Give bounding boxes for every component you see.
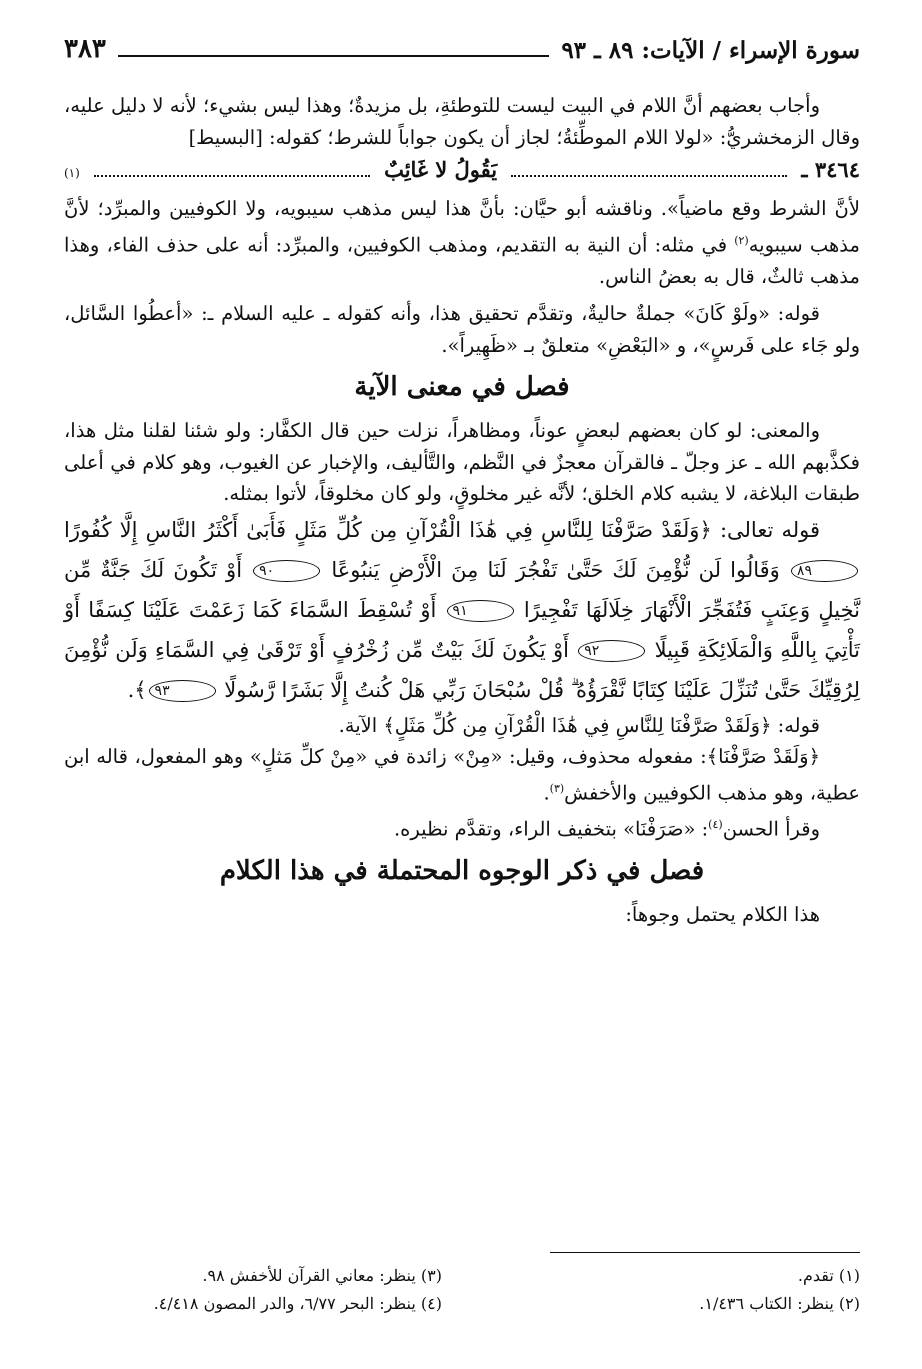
text-run: : «صَرَفْنَا» بتخفيف الراء، وتقدَّم نظيره. — [393, 817, 709, 840]
quran-segment: وَقَالُوا لَن نُّؤْمِنَ لَكَ حَتَّىٰ تَفْجُرَ لَنَا مِنَ الْأَرْضِ يَنبُوعًا — [331, 557, 780, 582]
text-run: ﴾. — [127, 677, 147, 702]
paragraph — [64, 741, 860, 809]
dotted-leader — [94, 175, 370, 177]
text-run: لأنَّ الشرط وقع ماضياً». وناقشه أبو حيَّان: بأنَّ هذا ليس مذهب سيبويه، ولا الكوفيين والمبرِّد؛ لأنَّ مذهب سيبويه — [64, 197, 860, 256]
text-run: . — [543, 781, 550, 804]
book-page — [64, 30, 860, 1350]
quran-passage — [64, 510, 860, 710]
paragraph — [64, 809, 860, 845]
poetry-verse — [64, 157, 860, 183]
verse-text: يَقُولُ لا غَائِبٌ — [384, 157, 498, 182]
quran-segment: أَوْ تُسْقِطَ السَّمَاءَ كَمَا زَعَمْتَ عَلَيْنَا كِسَفًا أَوْ تَأْتِيَ بِاللَّهِ وَالْمَلَائِكَةِ قَبِيلًا — [64, 597, 860, 662]
quran-segment: أَوْ تَكُونَ لَكَ جَنَّةٌ مِّن نَّخِيلٍ وَعِنَبٍ فَتُفَجِّرَ الْأَنْهَارَ خِلَالَهَا تَفْجِيرًا — [64, 557, 860, 622]
ayah-number: ٩٢ — [578, 640, 645, 662]
text-run: وقرأ الحسن — [722, 817, 820, 840]
footnotes-grid — [64, 1265, 860, 1315]
footnote: (١) تقدم. — [797, 1266, 860, 1285]
section-heading: فصل في معنى الآية — [354, 372, 570, 402]
dotted-leader — [511, 175, 787, 177]
footnote-marker: (٤) — [708, 817, 723, 831]
paragraph: قوله: ﴿وَلَقَدْ صَرَّفْنَا لِلنَّاسِ فِي هَٰذَا الْقُرْآنِ مِن كُلِّ مَثَلٍ﴾ الآية. — [338, 713, 820, 737]
paragraph: هذا الكلام يحتمل وجوهاً: — [625, 902, 820, 926]
ayah-number: ٩٠ — [253, 560, 320, 582]
ayah-number: ٩٣ — [149, 680, 216, 702]
quran-segment: وَلَقَدْ صَرَّفْنَا لِلنَّاسِ فِي هَٰذَا الْقُرْآنِ مِن كُلِّ مَثَلٍ فَأَبَىٰ أَكْثَرُ النَّاسِ إِلَّا كُفُورًا — [64, 517, 700, 542]
ayah-number: ٩١ — [447, 600, 514, 622]
page-number: ٣٨٣ — [64, 34, 106, 64]
footnote-marker: (٢) — [734, 233, 749, 247]
header-rule — [118, 55, 549, 57]
footnote: (٣) ينظر: معاني القرآن للأخفش ٩٨. — [202, 1266, 442, 1285]
footnote-marker: (٣) — [549, 781, 565, 795]
footnote: (٤) ينظر: البحر ٦/٧٧، والدر المصون ٤/٤١٨. — [153, 1294, 442, 1313]
paragraph: والمعنى: لو كان بعضهم لبعضٍ عوناً، ومظاهراً، نزلت حين قال الكفَّار: ولو شئنا لقلنا مثل هذا، فكذَّبهم الله ـ عز وجلّ ـ فالقرآن معجزٌ في النَّظم، والتَّأليف، والإخبار عن الغيوب، وهو كلام في أعلى طبقات البلاغة، لا يشبه كلام الخلق؛ لأنَّه غير مخلوقٍ، ولو كان مخلوقاً، لأتوا بمثله. — [64, 419, 860, 505]
page-header — [64, 30, 860, 64]
footnote: (٢) ينظر: الكتاب ١/٤٣٦. — [699, 1294, 860, 1313]
running-title: سورة الإسراء / الآيات: ٨٩ ـ ٩٣ — [561, 37, 860, 64]
footnotes-block — [64, 1252, 860, 1315]
text-run: قوله تعالى: ﴿ — [699, 517, 821, 542]
footnote-rule — [550, 1252, 860, 1253]
paragraph: وأجاب بعضهم أنَّ اللام في البيت ليست للتوطئةِ، بل مزيدةٌ؛ وهذا ليس بشيء؛ لأنه لا دليل عليه، وقال الزمخشريُّ: «لولا اللام الموطِّئةُ؛ لجاز أن يكون جواباً للشرط؛ كقوله: [البسيط] — [64, 94, 860, 149]
section-heading: فصل في ذكر الوجوه المحتملة في هذا الكلام — [219, 855, 705, 886]
footnote-marker: (١) — [63, 166, 80, 180]
text-run: ﴿وَلَقَدْ صَرَّفْنَا﴾: مفعوله محذوف، وقيل: «مِنْ» زائدة في «مِنْ كلِّ مَثلٍ» وهو المفعول، قاله ابن عطية، وهو مذهب الكوفيين والأخفش — [64, 745, 860, 804]
page-body — [64, 90, 860, 930]
text-run: في مثله: أن النية به التقديم، ومذهب الكوفيين، والمبرِّد: أنه على حذف الفاء، وهذا مذهب ثالثٌ، قال به بعضُ الناس. — [64, 233, 860, 288]
paragraph: قوله: «ولَوْ كَانَ» جملةٌ حاليةٌ، وتقدَّم تحقيق هذا، وأنه كقوله ـ عليه السلام ـ: «أعطُوا السَّائل، ولو جَاء على فَرسٍ»، و «البَعْضِ» متعلقٌ بـ «ظَهِيراً». — [64, 302, 860, 357]
quran-segment: أَوْ يَكُونَ لَكَ بَيْتٌ مِّن زُخْرُفٍ أَوْ تَرْقَىٰ فِي السَّمَاءِ وَلَن نُّؤْمِنَ لِرُقِيِّكَ حَتَّىٰ تُنَزِّلَ عَلَيْنَا كِتَابًا نَّقْرَؤُهُ ۗ قُلْ سُبْحَانَ رَبِّي هَلْ كُنتُ إِلَّا بَشَرًا رَّسُولًا — [64, 637, 860, 702]
ayah-number: ٨٩ — [791, 560, 858, 582]
verse-number: ٣٤٦٤ ـ — [801, 157, 860, 182]
paragraph — [64, 193, 860, 292]
